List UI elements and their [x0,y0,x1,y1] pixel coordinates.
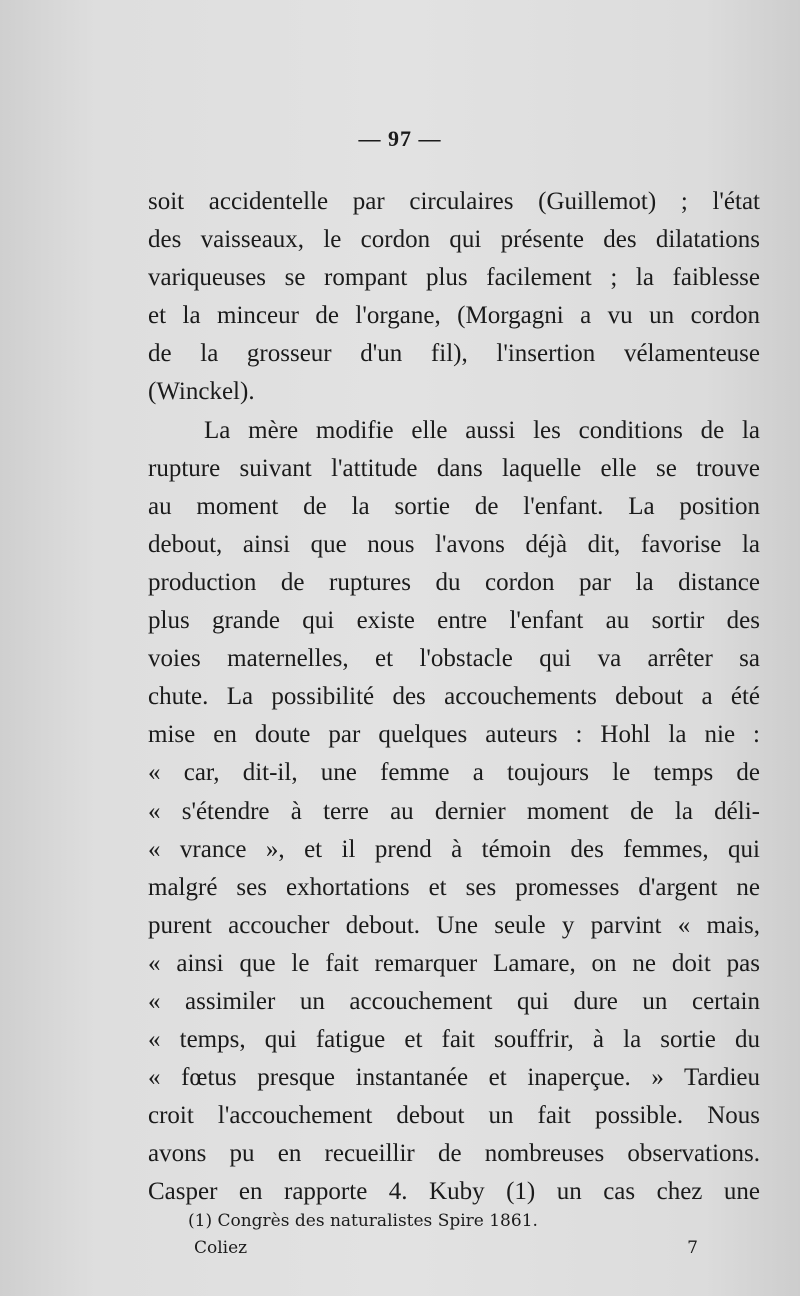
footnote-signature-row [188,1235,698,1262]
text-line: et la minceur de l'organe, (Morgagni a vu un cordon [148,302,760,330]
text-line: « assimiler un accouchement qui dure un certain [148,987,760,1015]
text-line: « temps, qui fatigue et fait souffrir, à la sortie du [148,1026,760,1054]
text-line: « ainsi que le fait remarquer Lamare, on ne doit pas [148,949,760,977]
text-line: « car, dit-il, une femme a toujours le temps de [148,759,760,787]
text-line: purent accoucher debout. Une seule y parvint « mais, [148,911,760,939]
text-line: chute. La possibilité des accouchements debout a été [148,683,760,711]
text-line: « fœtus presque instantanée et inaperçue. » Tardieu [148,1064,760,1092]
footnote [188,1208,698,1262]
text-line: au moment de la sortie de l'enfant. La position [148,492,760,520]
text-line: « vrance », et il prend à témoin des femmes, qui [148,835,760,863]
text-line: soit accidentelle par circulaires (Guillemot) ; l'état [148,188,760,215]
text-line: variqueuses se rompant plus facilement ; la faiblesse [148,264,760,292]
text-line: (Winckel). [148,378,255,406]
page-number: — 97 — [358,126,442,151]
text-line: rupture suivant l'attitude dans laquelle elle se trouve [148,454,760,482]
text-line: debout, ainsi que nous l'avons déjà dit, favorise la [148,530,760,558]
footnote-text: (1) Congrès des naturalistes Spire 1861. [188,1211,538,1231]
text-line: Casper en rapporte 4. Kuby (1) un cas chez une [148,1178,760,1206]
text-line: de la grosseur d'un fil), l'insertion vélamenteuse [148,340,760,368]
body-text [148,183,760,1212]
text-line: mise en doute par quelques auteurs : Hohl la nie : [148,721,760,749]
text-line: des vaisseaux, le cordon qui présente des dilatations [148,226,760,254]
text-line: « s'étendre à terre au dernier moment de la déli- [148,797,760,825]
printer-signature: Coliez [194,1238,248,1258]
text-line: voies maternelles, et l'obstacle qui va arrêter sa [148,645,760,673]
text-line: malgré ses exhortations et ses promesses d'argent ne [148,873,760,901]
sheet-number: 7 [687,1238,698,1258]
text-line: production de ruptures du cordon par la distance [148,568,760,596]
text-line: plus grande qui existe entre l'enfant au sortir des [148,607,760,635]
text-line: La mère modifie elle aussi les conditions de la [204,416,760,444]
text-line: avons pu en recueillir de nombreuses observations. [148,1140,760,1168]
text-line: croit l'accouchement debout un fait possible. Nous [148,1102,760,1130]
